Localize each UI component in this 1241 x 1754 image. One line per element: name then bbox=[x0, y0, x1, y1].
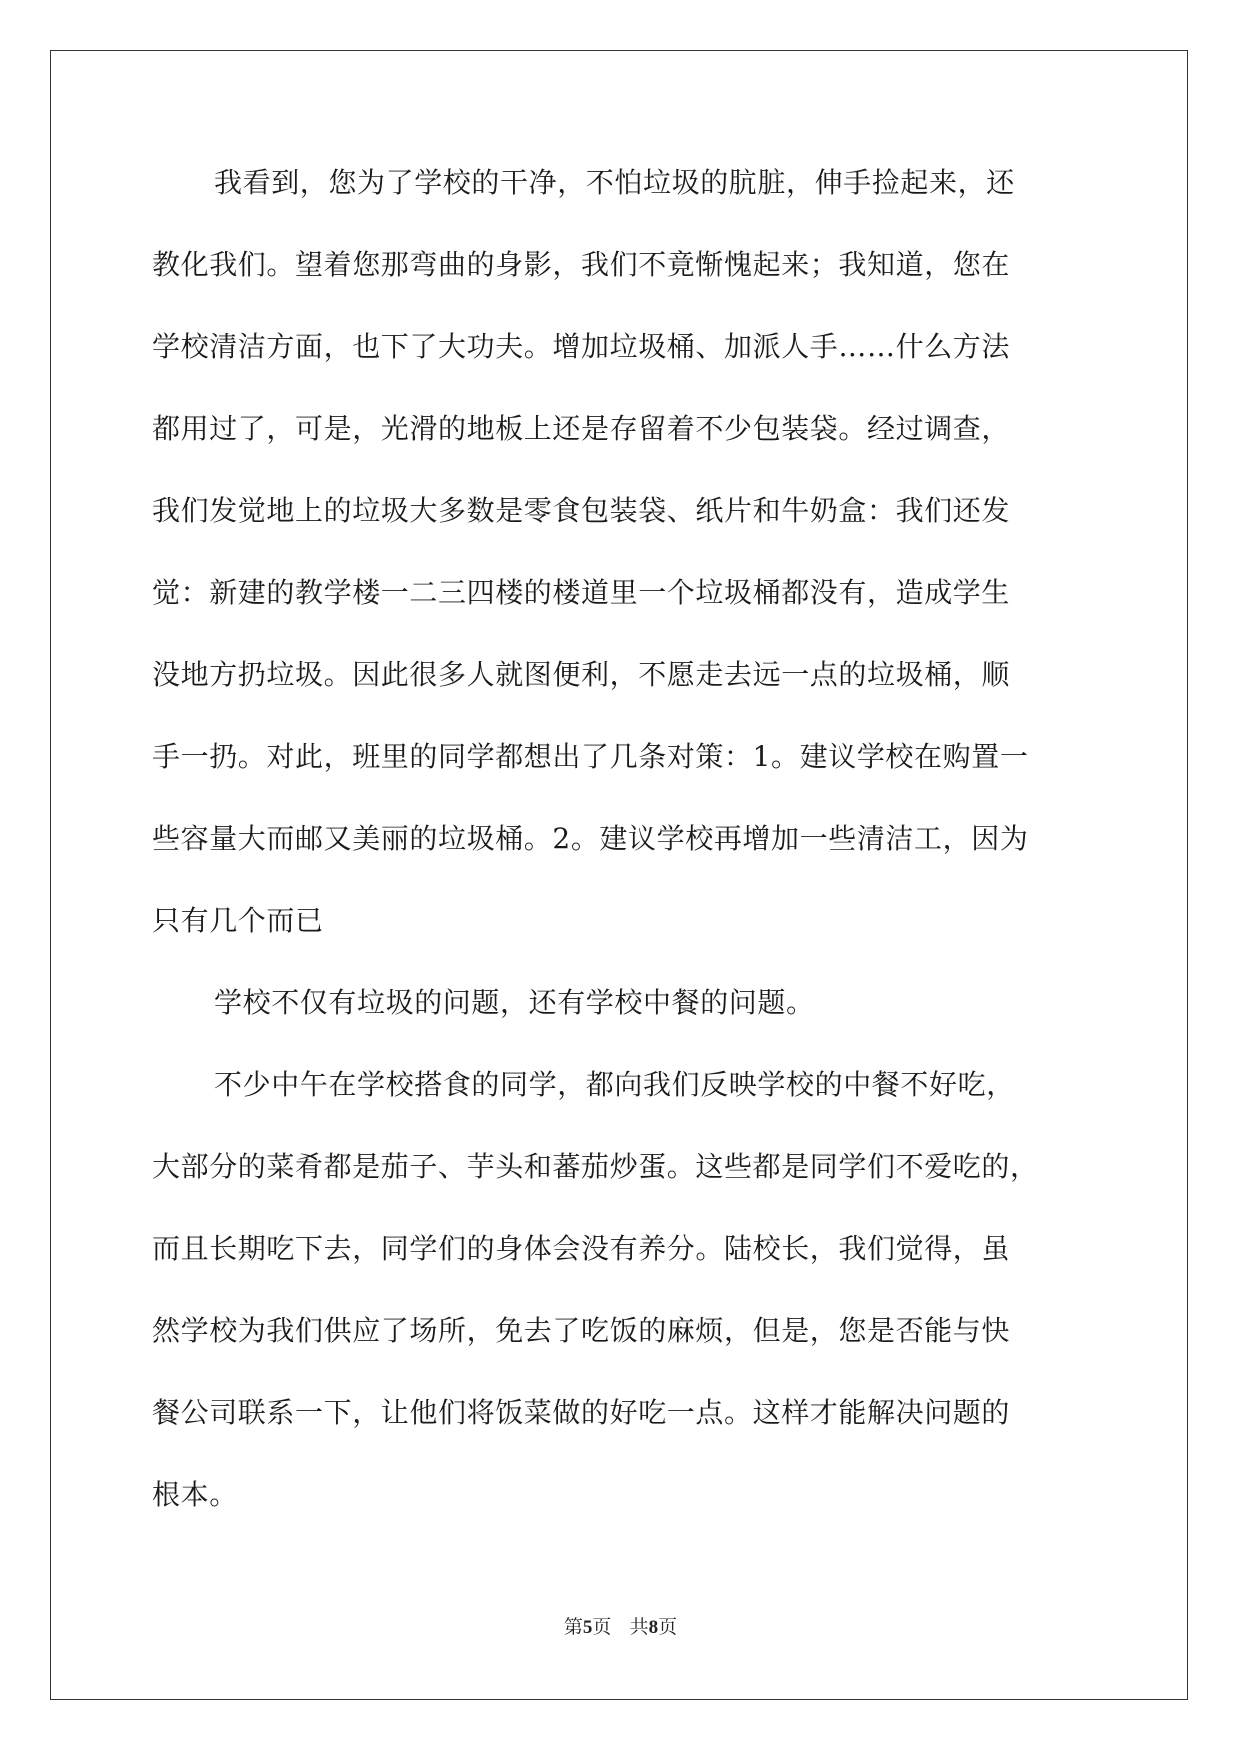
text-line: 些容量大而邮又美丽的垃圾桶。2。建议学校再增加一些清洁工，因为 bbox=[152, 822, 1029, 855]
text-line: 学校不仅有垃圾的问题，还有学校中餐的问题。 bbox=[214, 986, 815, 1019]
text-line: 根本。 bbox=[152, 1478, 238, 1511]
text-line: 没地方扔垃圾。因此很多人就图便利，不愿走去远一点的垃圾桶，顺 bbox=[152, 658, 1011, 691]
text-line: 手一扔。对此，班里的同学都想出了几条对策：1。建议学校在购置一 bbox=[152, 740, 1029, 773]
text-line: 我看到，您为了学校的干净，不怕垃圾的肮脏，伸手捡起来，还 bbox=[214, 166, 1015, 199]
document-body bbox=[152, 158, 1088, 1552]
page-current: 5 bbox=[582, 1617, 593, 1638]
text-line: 然学校为我们供应了场所，免去了吃饭的麻烦，但是，您是否能与快 bbox=[152, 1314, 1011, 1347]
page-prefix: 第 bbox=[563, 1616, 583, 1638]
total-prefix: 共 bbox=[629, 1616, 649, 1638]
total-unit: 页 bbox=[658, 1616, 678, 1638]
page-unit: 页 bbox=[592, 1616, 612, 1638]
text-line: 餐公司联系一下，让他们将饭菜做的好吃一点。这样才能解决问题的 bbox=[152, 1396, 1011, 1429]
text-line: 我们发觉地上的垃圾大多数是零食包装袋、纸片和牛奶盒：我们还发 bbox=[152, 494, 1011, 527]
text-line: 学校清洁方面，也下了大功夫。增加垃圾桶、加派人手……什么方法 bbox=[152, 330, 1011, 363]
text-line: 都用过了，可是，光滑的地板上还是存留着不少包装袋。经过调查， bbox=[152, 412, 1011, 445]
text-line: 而且长期吃下去，同学们的身体会没有养分。陆校长，我们觉得，虽 bbox=[152, 1232, 1011, 1265]
page-footer bbox=[0, 1612, 1241, 1639]
text-line: 只有几个而已 bbox=[152, 904, 324, 937]
text-line: 教化我们。望着您那弯曲的身影，我们不竟惭愧起来；我知道，您在 bbox=[152, 248, 1011, 281]
text-line: 不少中午在学校搭食的同学，都向我们反映学校的中餐不好吃， bbox=[214, 1068, 1015, 1101]
page-total: 8 bbox=[648, 1617, 659, 1638]
text-line: 大部分的菜肴都是茄子、芋头和蕃茄炒蛋。这些都是同学们不爱吃的， bbox=[152, 1150, 1039, 1183]
text-line: 觉：新建的教学楼一二三四楼的楼道里一个垃圾桶都没有，造成学生 bbox=[152, 576, 1011, 609]
